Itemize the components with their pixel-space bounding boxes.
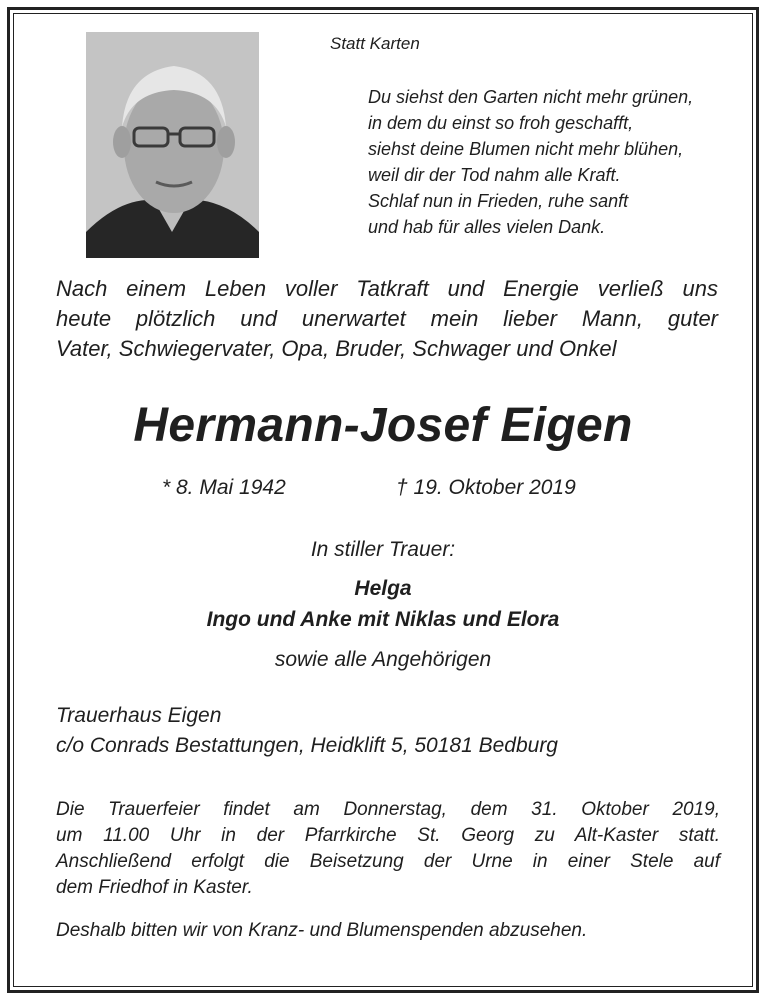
mourner-2: Ingo und Anke mit Niklas und Elora	[206, 608, 560, 631]
poem-line: siehst deine Blumen nicht mehr blühen,	[368, 139, 684, 159]
ceremony-line: dem Friedhof in Kaster.	[56, 877, 253, 898]
deceased-name: Hermann-Josef Eigen	[133, 399, 633, 452]
relatives-line: sowie alle Angehörigen	[274, 648, 492, 671]
ceremony-line: Die Trauerfeier findet am Donnerstag, dem 31. Oktober 2019,	[56, 799, 720, 820]
intro-line: Vater, Schwiegervater, Opa, Bruder, Schwager und Onkel	[56, 336, 617, 361]
mourning-label: In stiller Trauer:	[310, 538, 456, 561]
address-line-1: Trauerhaus Eigen	[56, 704, 222, 727]
poem	[368, 84, 693, 240]
ceremony-info	[56, 797, 720, 901]
death-date: † 19. Oktober 2019	[396, 476, 576, 499]
intro-line: heute plötzlich und unerwartet mein lieber Mann, guter	[56, 306, 718, 331]
poem-line: weil dir der Tod nahm alle Kraft.	[368, 165, 621, 185]
intro-line: Nach einem Leben voller Tatkraft und Energie verließ uns	[56, 276, 718, 301]
intro-text	[56, 274, 718, 364]
ceremony-line: um 11.00 Uhr in der Pfarrkirche St. Georg zu Alt-Kaster statt.	[56, 825, 720, 846]
poem-line: Du siehst den Garten nicht mehr grünen,	[368, 87, 694, 107]
portrait-photo	[86, 32, 259, 258]
poem-line: in dem du einst so froh geschafft,	[368, 113, 634, 133]
mourner-1: Helga	[354, 577, 412, 600]
poem-line: und hab für alles vielen Dank.	[368, 217, 606, 237]
donation-note: Deshalb bitten wir von Kranz- und Blumenspenden abzusehen.	[56, 920, 588, 941]
statt-karten-label: Statt Karten	[330, 34, 420, 53]
address-line-2: c/o Conrads Bestattungen, Heidklift 5, 50181 Bedburg	[56, 734, 558, 757]
poem-line: Schlaf nun in Frieden, ruhe sanft	[368, 191, 629, 211]
ceremony-line: Anschließend erfolgt die Beisetzung der Urne in einer Stele auf	[56, 851, 720, 872]
birth-date: * 8. Mai 1942	[162, 476, 286, 499]
